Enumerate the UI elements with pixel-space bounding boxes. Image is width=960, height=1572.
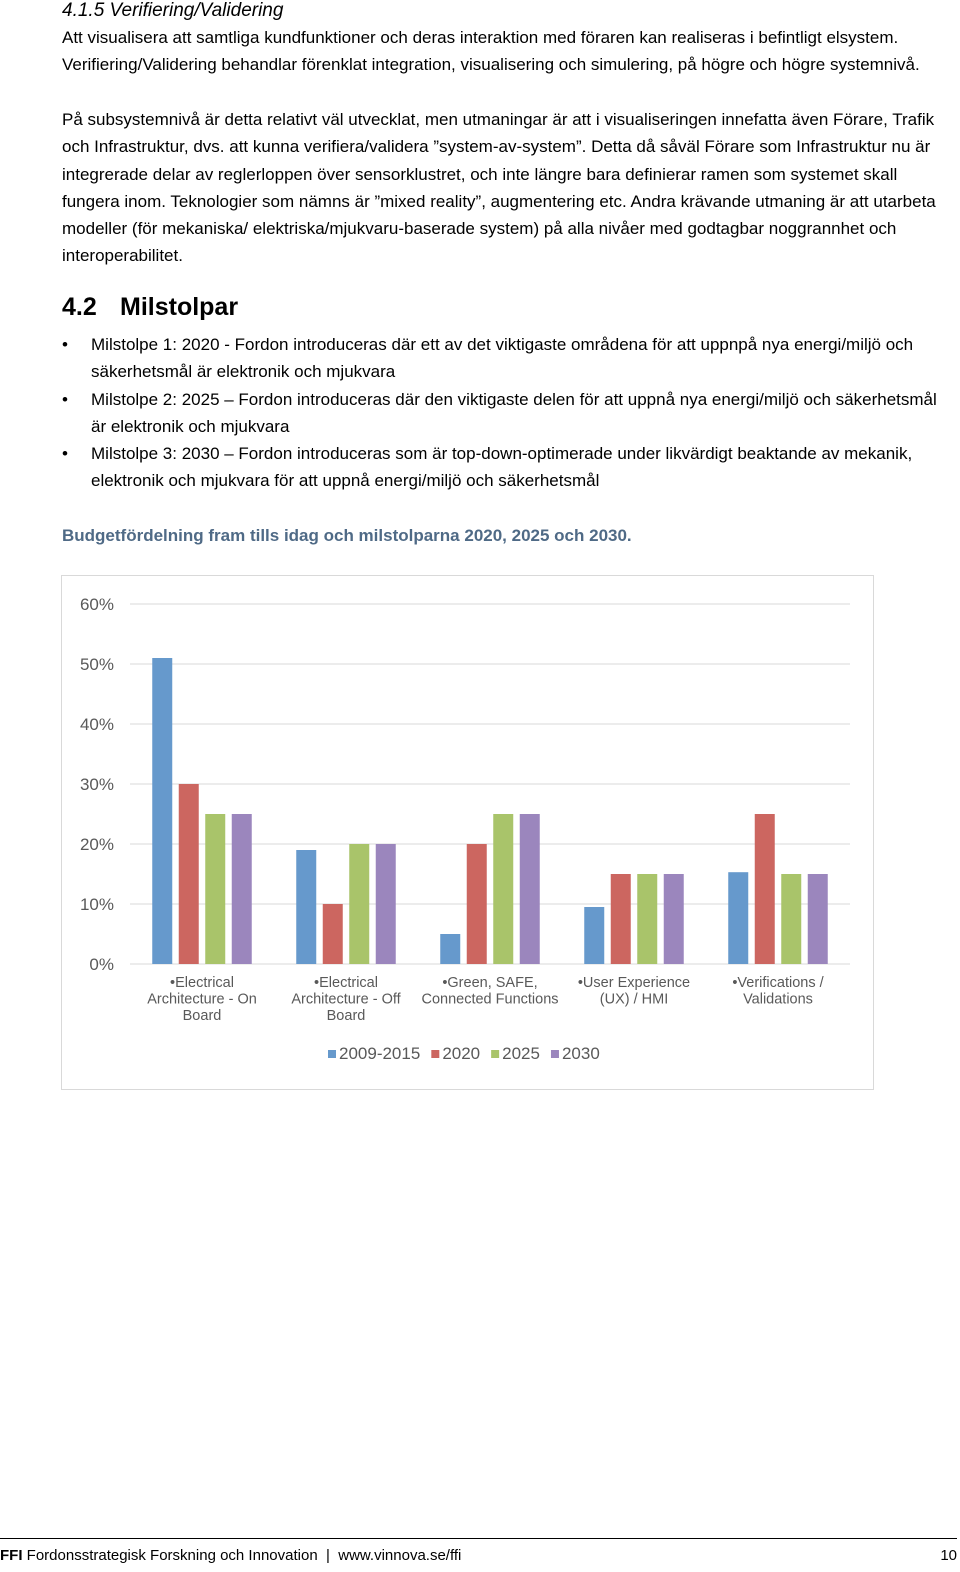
milestone-item xyxy=(62,331,952,386)
legend-swatch xyxy=(491,1050,499,1058)
x-category-label: •Electrical xyxy=(314,975,378,991)
x-category-label: •User Experience xyxy=(577,975,691,991)
footer-url[interactable]: www.vinnova.se/ffi xyxy=(338,1547,462,1564)
bar-2020 xyxy=(467,844,487,964)
page-number: 10 xyxy=(940,1547,957,1564)
bullet-icon: • xyxy=(62,335,68,354)
milestone-text: Milstolpe 3: 2030 – Fordon introduceras som är top-down-optimerade under likvärdigt beaktande av mekanik, elektronik och mjukvara för att uppnå energi/miljö och säkerhetsmål xyxy=(91,444,913,491)
legend-label: 2009-2015 xyxy=(339,1044,421,1063)
bar-2025 xyxy=(781,874,801,964)
budget-bar-chart xyxy=(62,576,873,1089)
milestone-list xyxy=(62,331,952,495)
y-tick-label: 50% xyxy=(79,655,114,674)
y-tick-label: 20% xyxy=(79,835,114,854)
x-category-label: Validations xyxy=(743,991,813,1008)
section-title: 4.1.5 Verifiering/Validering xyxy=(62,0,284,21)
bar-2009-2015 xyxy=(440,934,460,964)
footer-text: Fordonsstrategisk Forskning och Innovation xyxy=(26,1547,318,1564)
milestone-text: Milstolpe 2: 2025 – Fordon introduceras där den viktigaste delen för att uppnå nya energi/miljö och säkerhetsmål är elektronik och mjukvara xyxy=(91,389,937,436)
legend-swatch xyxy=(551,1050,559,1058)
bar-2030 xyxy=(808,874,828,964)
x-category-label: •Verifications / xyxy=(732,975,824,991)
bar-2030 xyxy=(376,844,396,964)
bar-2020 xyxy=(179,784,199,964)
bullet-icon: • xyxy=(62,444,68,464)
y-tick-label: 30% xyxy=(79,775,114,794)
bar-2025 xyxy=(493,814,513,964)
x-category-label: •Green, SAFE, xyxy=(442,975,538,991)
bar-2020 xyxy=(755,814,775,964)
y-tick-label: 60% xyxy=(79,595,114,614)
chart-frame xyxy=(61,575,874,1090)
x-category-label: Architecture - Off xyxy=(291,991,401,1008)
heading-title: Milstolpar xyxy=(120,293,239,321)
bar-2030 xyxy=(232,814,252,964)
y-tick-label: 0% xyxy=(89,955,114,974)
legend-label: 2030 xyxy=(561,1044,600,1063)
footer-separator: | xyxy=(326,1547,330,1564)
x-category-label: Connected Functions xyxy=(421,991,559,1008)
page-footer xyxy=(0,1546,957,1566)
paragraph-intro: Att visualisera att samtliga kundfunktioner och deras interaktion med föraren kan realiseras i befintligt elsystem. Verifiering/Validering behandlar förenklat integration, visualisering och simulering, på högre och högre systemnivå. xyxy=(62,28,920,75)
x-category-label: Board xyxy=(182,1008,222,1024)
x-category-label: Architecture - On xyxy=(147,991,257,1008)
bar-2030 xyxy=(520,814,540,964)
bar-2020 xyxy=(323,904,343,964)
footer-rule xyxy=(0,1538,957,1539)
legend-label: 2020 xyxy=(442,1044,481,1063)
milestone-item xyxy=(62,440,952,495)
bar-2009-2015 xyxy=(728,872,748,964)
bar-2025 xyxy=(205,814,225,964)
y-tick-label: 40% xyxy=(79,715,114,734)
x-category-label: •Electrical xyxy=(170,975,234,991)
x-category-label: Board xyxy=(326,1008,366,1024)
milestone-text: Milstolpe 1: 2020 - Fordon introduceras där ett av det viktigaste områdena för att uppnpå nya energi/miljö och säkerhetsmål är elektronik och mjukvara xyxy=(91,335,914,382)
footer-brand: FFI xyxy=(0,1547,23,1564)
milestone-item xyxy=(62,386,952,441)
bar-2009-2015 xyxy=(584,907,604,964)
chart-caption: Budgetfördelning fram tills idag och milstolparna 2020, 2025 och 2030. xyxy=(62,526,632,545)
milestones-heading xyxy=(62,292,238,322)
paragraph-subsystem: På subsystemnivå är detta relativt väl utvecklat, men utmaningar är att i visualiseringen innefatta även Förare, Trafik och Infrastruktur, dvs. att kunna verifiera/validera ”system-av-system”. Detta då såväl Förare som Infrastruktur nu är integrerade delar av reglerloppen över sensorklustret, och inte längre bara definierar ramen som systemet skall fungera inom. Teknologier som nämns är ”mixed reality”, augmentering etc. Andra krävande utmaning är att utarbeta modeller (för mekaniska/ elektriska/mjukvaru-baserade system) på alla nivåer med godtagbar noggrannhet och interoperabilitet. xyxy=(62,110,936,266)
bar-2009-2015 xyxy=(296,850,316,964)
x-category-label: (UX) / HMI xyxy=(599,991,669,1008)
bar-2009-2015 xyxy=(152,658,172,964)
bullet-icon: • xyxy=(62,389,68,409)
bar-2025 xyxy=(349,844,369,964)
bar-2020 xyxy=(611,874,631,964)
heading-number: 4.2 xyxy=(62,293,97,321)
legend-swatch xyxy=(431,1050,439,1058)
y-tick-label: 10% xyxy=(79,895,114,914)
bar-2025 xyxy=(637,874,657,964)
legend-label: 2025 xyxy=(502,1044,540,1063)
bar-2030 xyxy=(664,874,684,964)
legend-swatch xyxy=(328,1050,336,1058)
